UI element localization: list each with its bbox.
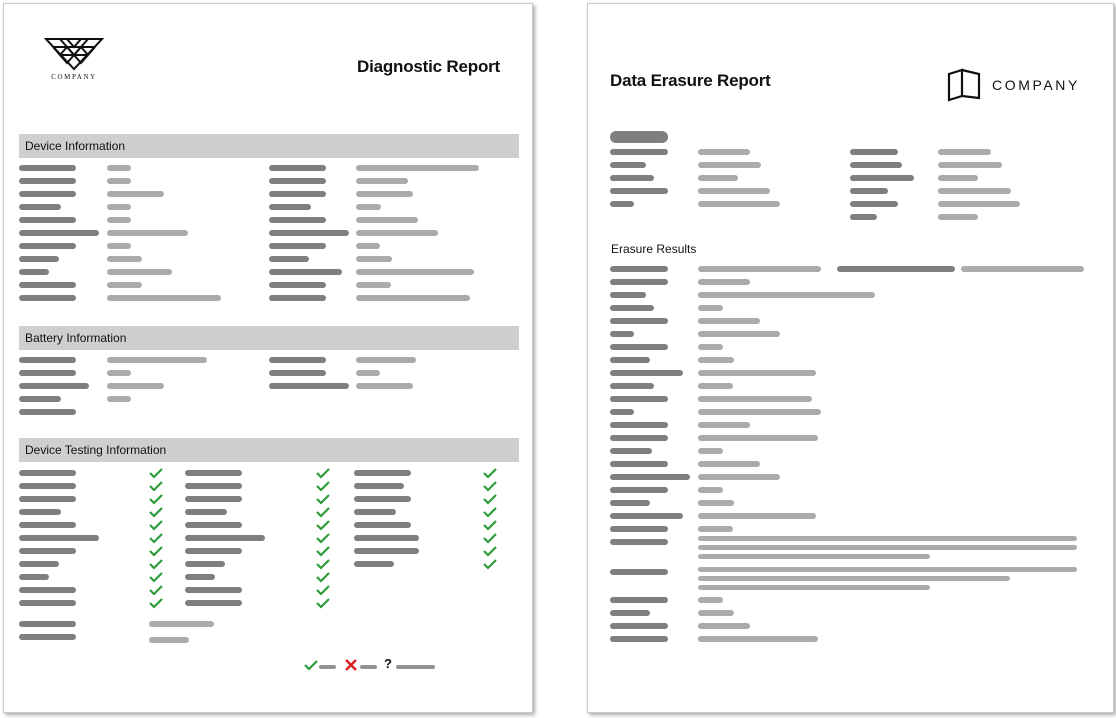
result-label [610, 279, 668, 285]
battery-info-label [19, 396, 61, 402]
test-label [185, 509, 227, 515]
result-value [698, 318, 760, 324]
result-label [610, 318, 668, 324]
result-value [698, 623, 750, 629]
pass-check-icon [483, 558, 497, 570]
battery-info-label [19, 370, 76, 376]
result-value [698, 383, 733, 389]
info-label [610, 149, 668, 155]
company-logo [946, 68, 1096, 102]
result-value [698, 305, 723, 311]
device-info-value [107, 295, 221, 301]
device-info-value [107, 269, 172, 275]
battery-info-value [356, 357, 416, 363]
result-label [610, 383, 654, 389]
battery-info-value [356, 370, 380, 376]
test-label [185, 470, 242, 476]
device-info-label [19, 282, 76, 288]
result-value [698, 536, 1077, 541]
test-label [185, 600, 242, 606]
result-value [698, 545, 1077, 550]
result-value [698, 370, 816, 376]
test-label [185, 587, 242, 593]
result-label [610, 305, 654, 311]
test-label [354, 561, 394, 567]
result-value [698, 597, 723, 603]
diagnostic-report-page [3, 3, 533, 713]
pass-check-icon [316, 532, 330, 544]
pass-check-icon [149, 597, 163, 609]
test-label [19, 561, 59, 567]
info-label [850, 175, 914, 181]
result-label [610, 357, 650, 363]
info-value [938, 162, 1002, 168]
legend-fail-label [360, 665, 377, 669]
device-info-value [356, 217, 418, 223]
info-value [698, 162, 761, 168]
pass-check-icon [483, 532, 497, 544]
section-header-device-testing-information: Device Testing Information [19, 438, 519, 462]
pass-check-icon [483, 519, 497, 531]
info-value [698, 188, 770, 194]
result-value [698, 435, 818, 441]
result-value [698, 266, 821, 272]
result-value [698, 409, 821, 415]
pass-check-icon [304, 659, 318, 671]
device-info-value [356, 204, 381, 210]
battery-info-label [269, 370, 326, 376]
pass-check-icon [149, 584, 163, 596]
result-value [698, 396, 812, 402]
result-label [610, 292, 646, 298]
data-erasure-report-page [587, 3, 1114, 713]
pass-check-icon [149, 493, 163, 505]
pass-check-icon [316, 558, 330, 570]
summary-label [19, 634, 76, 640]
battery-info-value [356, 383, 413, 389]
device-info-label [19, 217, 76, 223]
device-info-label [269, 178, 326, 184]
device-info-label [269, 269, 342, 275]
test-label [19, 587, 76, 593]
device-info-label [19, 295, 76, 301]
result-value [698, 461, 760, 467]
pass-check-icon [316, 480, 330, 492]
device-info-label [19, 269, 49, 275]
battery-info-label [19, 409, 76, 415]
pass-check-icon [149, 480, 163, 492]
result-value [698, 585, 930, 590]
battery-info-value [107, 383, 164, 389]
battery-info-label [19, 383, 89, 389]
info-label [850, 149, 898, 155]
legend-unknown-label [396, 665, 435, 669]
test-label [185, 483, 242, 489]
test-label [19, 600, 76, 606]
pass-check-icon [149, 545, 163, 557]
result-label [610, 539, 668, 545]
result-value [698, 487, 723, 493]
result-label [610, 435, 668, 441]
result-value [698, 636, 818, 642]
company-logo-text: COMPANY [51, 73, 97, 81]
device-info-value [107, 191, 164, 197]
result-label [610, 636, 668, 642]
result-label [610, 500, 650, 506]
info-label [850, 201, 898, 207]
device-info-label [269, 243, 326, 249]
result-value [698, 567, 1077, 572]
device-info-value [107, 204, 131, 210]
result-value [698, 610, 734, 616]
fail-cross-icon [345, 659, 357, 671]
device-info-label [19, 256, 59, 262]
info-label [610, 175, 654, 181]
test-label [354, 522, 411, 528]
device-info-value [356, 295, 470, 301]
device-info-label [269, 204, 311, 210]
result-label [610, 370, 683, 376]
report-title: Data Erasure Report [610, 71, 771, 90]
device-info-label [269, 295, 326, 301]
pass-check-icon [316, 506, 330, 518]
result-value [698, 331, 780, 337]
test-label [19, 483, 76, 489]
result-label [610, 487, 668, 493]
test-label [354, 548, 419, 554]
result-label [610, 569, 668, 575]
device-info-label [19, 204, 61, 210]
result-label [610, 448, 652, 454]
test-label [185, 496, 242, 502]
result-label [610, 266, 668, 272]
section-header-device-information: Device Information [19, 134, 519, 158]
device-info-value [356, 269, 474, 275]
pass-check-icon [316, 584, 330, 596]
info-label [850, 188, 888, 194]
open-book-logo-icon [946, 68, 982, 102]
pass-check-icon [149, 571, 163, 583]
device-info-value [107, 243, 131, 249]
test-label [354, 535, 419, 541]
test-label [19, 509, 61, 515]
result-value [698, 448, 723, 454]
battery-info-label [19, 357, 76, 363]
pass-check-icon [483, 480, 497, 492]
pass-check-icon [483, 493, 497, 505]
test-label [354, 483, 404, 489]
test-label [354, 496, 411, 502]
result-value [698, 576, 1010, 581]
device-info-label [269, 230, 349, 236]
device-info-label [19, 178, 76, 184]
info-label [850, 214, 877, 220]
device-info-value [356, 191, 413, 197]
test-label [354, 470, 411, 476]
info-label [850, 162, 902, 168]
test-label [185, 561, 225, 567]
device-info-label [269, 217, 326, 223]
result-label [610, 331, 634, 337]
battery-info-value [107, 396, 131, 402]
battery-info-value [107, 357, 207, 363]
summary-value [149, 637, 189, 643]
pass-check-icon [316, 519, 330, 531]
device-info-label [19, 230, 99, 236]
device-info-label [19, 191, 76, 197]
result-label [610, 461, 668, 467]
section-header-erasure-results: Erasure Results [611, 242, 697, 256]
info-label [610, 188, 668, 194]
triangles-logo-icon [44, 37, 104, 71]
summary-label [19, 621, 76, 627]
result-value [698, 292, 875, 298]
info-value [938, 214, 978, 220]
device-info-value [356, 282, 391, 288]
device-info-value [107, 256, 142, 262]
result-value [698, 554, 930, 559]
device-info-value [356, 165, 479, 171]
pass-check-icon [316, 571, 330, 583]
test-label [19, 470, 76, 476]
legend-unknown-symbol: ? [384, 656, 392, 671]
company-logo-text: COMPANY [992, 77, 1080, 93]
info-label [610, 162, 646, 168]
result-value [698, 357, 734, 363]
result-value [698, 422, 750, 428]
test-label [19, 496, 76, 502]
result-value [698, 526, 733, 532]
test-label [354, 509, 396, 515]
pass-check-icon [149, 519, 163, 531]
device-info-label [269, 256, 309, 262]
result-label [610, 344, 668, 350]
device-info-value [107, 165, 131, 171]
result-value [698, 344, 723, 350]
summary-value [149, 621, 214, 627]
info-label [610, 201, 634, 207]
info-value [938, 188, 1011, 194]
device-info-label [269, 191, 326, 197]
result-label [610, 513, 683, 519]
result-value [698, 474, 780, 480]
info-heading [610, 131, 668, 143]
legend-pass-label [319, 665, 336, 669]
device-info-value [107, 282, 142, 288]
result-label [610, 409, 634, 415]
info-value [938, 201, 1020, 207]
device-info-value [356, 230, 438, 236]
device-info-value [356, 256, 392, 262]
info-value [698, 149, 750, 155]
report-title: Diagnostic Report [357, 57, 501, 76]
battery-info-label [269, 383, 349, 389]
test-label [19, 535, 99, 541]
info-value [938, 149, 991, 155]
device-info-value [107, 217, 131, 223]
pass-check-icon [149, 532, 163, 544]
device-info-label [19, 243, 76, 249]
pass-check-icon [149, 558, 163, 570]
result-column-header [961, 266, 1084, 272]
result-label [610, 597, 668, 603]
test-label [185, 548, 242, 554]
test-label [185, 535, 265, 541]
pass-check-icon [483, 506, 497, 518]
test-label [185, 522, 242, 528]
device-info-label [19, 165, 76, 171]
test-label [19, 548, 76, 554]
pass-check-icon [483, 545, 497, 557]
result-label [610, 474, 690, 480]
info-value [698, 201, 780, 207]
result-label [610, 396, 668, 402]
pass-check-icon [316, 597, 330, 609]
test-label [19, 522, 76, 528]
device-info-value [107, 178, 131, 184]
pass-check-icon [483, 467, 497, 479]
result-label [610, 526, 668, 532]
device-info-label [269, 165, 326, 171]
device-info-label [269, 282, 326, 288]
result-label [610, 623, 668, 629]
pass-check-icon [316, 545, 330, 557]
pass-check-icon [149, 467, 163, 479]
pass-check-icon [316, 493, 330, 505]
device-info-value [107, 230, 188, 236]
company-logo [44, 37, 104, 82]
battery-info-label [269, 357, 326, 363]
result-column-header [837, 266, 955, 272]
pass-check-icon [149, 506, 163, 518]
pass-check-icon [316, 467, 330, 479]
result-label [610, 610, 650, 616]
battery-info-value [107, 370, 131, 376]
result-value [698, 513, 816, 519]
device-info-value [356, 178, 408, 184]
result-value [698, 279, 750, 285]
section-header-battery-information: Battery Information [19, 326, 519, 350]
device-info-value [356, 243, 380, 249]
result-label [610, 422, 668, 428]
info-value [938, 175, 978, 181]
result-value [698, 500, 734, 506]
test-label [185, 574, 215, 580]
test-label [19, 574, 49, 580]
info-value [698, 175, 738, 181]
